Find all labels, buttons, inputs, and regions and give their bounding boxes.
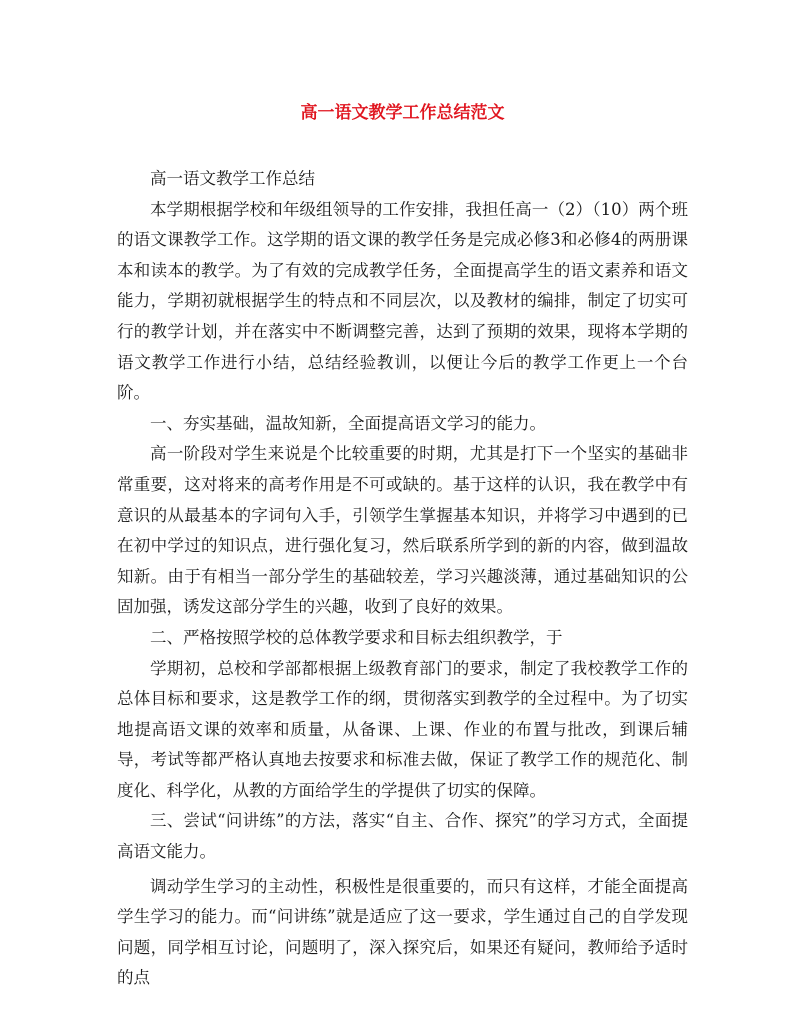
- section-heading-1: 一、夯实基础，温故知新，全面提高语文学习的能力。: [150, 413, 546, 433]
- paragraph-intro: 本学期根据学校和年级组领导的工作安排，我担任高一（2）（10）两个班的语文课教学工作。这学期的语文课的教学任务是完成必修3和必修4的两册课本和读本的教学。为了有效的完成教学任务，全面提高学生的语文素养和语文能力，学期初就根据学生的特点和不同层次，以及教材的编排，制定了切实可行的教学计划，并在落实中不断调整完善，达到了预期的效果，现将本学期的语文教学工作进行小结，总结经验教训，以便让今后的教学工作更上一个台阶。: [117, 199, 688, 403]
- document-title: 高一语文教学工作总结范文: [300, 103, 505, 123]
- section-heading-2: 二、严格按照学校的总体教学要求和目标去组织教学，于: [150, 627, 563, 647]
- paragraph-section-3: 调动学生学习的主动性，积极性是很重要的，而只有这样，才能全面提高学生学习的能力。而“问讲练”就是适应了这一要求，学生通过自己的自学发现问题，同学相互讨论，问题明了，深入探究后，如果还有疑问，教师给予适时的点: [117, 876, 688, 988]
- document-subtitle: 高一语文教学工作总结: [150, 169, 315, 188]
- paragraph-section-2: 学期初，总校和学部都根据上级教育部门的要求，制定了我校教学工作的总体目标和要求，这是教学工作的纲，贯彻落实到教学的全过程中。为了切实地提高语文课的效率和质量，从备课、上课、作业的布置与批改，到课后辅导，考试等都严格认真地去按要求和标准去做，保证了教学工作的规范化、制度化、科学化，从教的方面给学生的学提供了切实的保障。: [117, 658, 688, 800]
- paragraph-section-1: 高一阶段对学生来说是个比较重要的时期，尤其是打下一个坚实的基础非常重要，这对将来的高考作用是不可或缺的。基于这样的认识，我在教学中有意识的从最基本的字词句入手，引领学生掌握基本知识，并将学习中遇到的已在初中学过的知识点，进行强化复习，然后联系所学到的新的内容，做到温故知新。由于有相当一部分学生的基础较差，学习兴趣淡薄，通过基础知识的公固加强，诱发这部分学生的兴趣，收到了良好的效果。: [117, 444, 688, 617]
- section-heading-3: 三、尝试“问讲练”的方法，落实“自主、合作、探究”的学习方式，全面提高语文能力。: [117, 811, 688, 862]
